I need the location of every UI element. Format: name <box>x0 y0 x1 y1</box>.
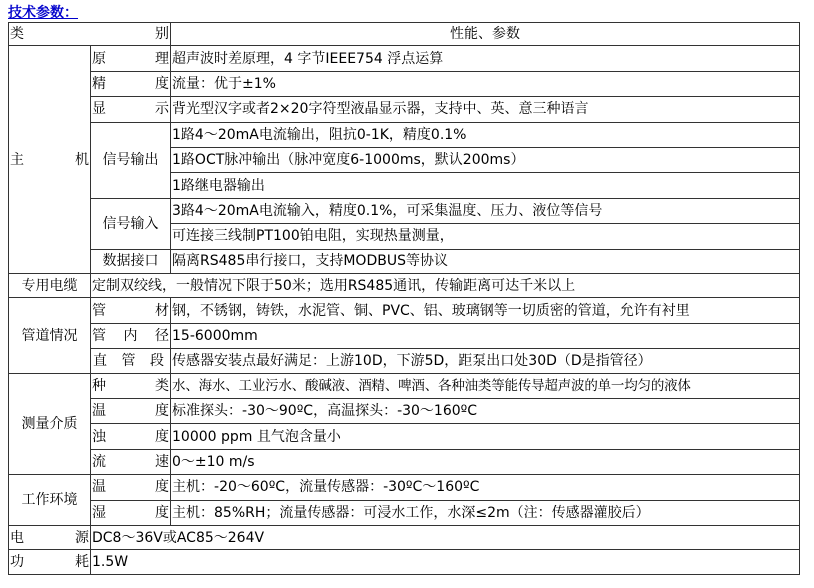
category-cable: 专用电缆 <box>9 274 91 298</box>
row-label-medium-type: 种 类 <box>91 373 171 398</box>
row-label-env-temperature: 温 度 <box>91 475 171 500</box>
row-label-signal-input: 信号输入 <box>91 198 171 249</box>
row-value-env-temperature: 主机：-20～60ºC，流量传感器：-30ºC～160ºC <box>171 475 800 500</box>
table-row <box>9 550 800 575</box>
category-environment: 工作环境 <box>9 475 91 526</box>
row-value-straight-section: 传感器安装点最好满足：上游10D，下游5D，距泵出口处30D（D是指管径） <box>171 349 800 373</box>
row-value-power-consumption: 1.5W <box>91 550 800 575</box>
row-label-principle: 原 理 <box>91 46 171 71</box>
row-value-turbidity: 10000 ppm 且气泡含量小 <box>171 424 800 449</box>
row-label-display: 显 示 <box>91 97 171 122</box>
row-value-signal-output-3: 1路继电器输出 <box>171 173 800 198</box>
table-row <box>9 526 800 550</box>
table-row <box>9 46 800 71</box>
category-power-supply: 电 源 <box>9 526 91 550</box>
row-value-power-supply: DC8～36V或AC85～264V <box>91 526 800 550</box>
row-value-display: 背光型汉字或者2×20字符型液晶显示器，支持中、英、意三种语言 <box>171 97 800 122</box>
row-label-inner-diameter: 管 内 径 <box>91 323 171 348</box>
row-label-pipe-material: 管 材 <box>91 298 171 323</box>
row-value-pipe-material: 钢，不锈钢，铸铁，水泥管、铜、PVC、铝、玻璃钢等一切质密的管道，允许有衬里 <box>171 298 800 323</box>
row-value-medium-type: 水、海水、工业污水、酸碱液、酒精、啤酒、各种油类等能传导超声波的单一均匀的液体 <box>171 373 800 398</box>
table-row <box>9 122 800 147</box>
row-value-principle: 超声波时差原理，4 字节IEEE754 浮点运算 <box>171 46 800 71</box>
row-value-data-interface: 隔离RS485串行接口，支持MODBUS等协议 <box>171 249 800 273</box>
row-value-signal-output-2: 1路OCT脉冲输出（脉冲宽度6-1000ms，默认200ms） <box>171 148 800 173</box>
table-row <box>9 298 800 323</box>
row-value-velocity: 0～±10 m/s <box>171 449 800 474</box>
category-power-consumption: 功 耗 <box>9 550 91 575</box>
row-label-velocity: 流 速 <box>91 449 171 474</box>
table-row <box>9 323 800 348</box>
category-pipe: 管道情况 <box>9 298 91 373</box>
row-value-signal-input-2: 可连接三线制PT100铂电阻，实现热量测量， <box>171 224 800 249</box>
category-host: 主 机 <box>9 46 91 274</box>
row-value-accuracy: 流量：优于±1% <box>171 71 800 96</box>
table-row <box>9 449 800 474</box>
row-label-humidity: 湿 度 <box>91 500 171 525</box>
table-row <box>9 198 800 223</box>
table-row <box>9 475 800 500</box>
row-label-medium-temperature: 温 度 <box>91 399 171 424</box>
table-row <box>9 424 800 449</box>
table-row <box>9 249 800 273</box>
row-label-data-interface: 数据接口 <box>91 249 171 273</box>
page-title: 技术参数： <box>8 5 78 21</box>
table-row <box>9 500 800 525</box>
row-label-accuracy: 精 度 <box>91 71 171 96</box>
header-category: 类 别 <box>9 23 171 46</box>
row-value-cable: 定制双绞线，一般情况下限于50米；选用RS485通讯，传输距离可达千米以上 <box>91 274 800 298</box>
row-value-medium-temperature: 标准探头：-30～90ºC，高温探头：-30～160ºC <box>171 399 800 424</box>
row-label-signal-output: 信号输出 <box>91 122 171 198</box>
spec-table <box>8 22 800 575</box>
table-row <box>9 373 800 398</box>
table-row <box>9 349 800 373</box>
category-medium: 测量介质 <box>9 373 91 475</box>
row-label-turbidity: 浊 度 <box>91 424 171 449</box>
row-label-straight-section: 直 管 段 <box>91 349 171 373</box>
table-row <box>9 399 800 424</box>
header-row <box>9 23 800 46</box>
table-row <box>9 71 800 96</box>
header-performance: 性能、参数 <box>171 23 800 46</box>
row-value-signal-output-1: 1路4～20mA电流输出，阻抗0-1K，精度0.1% <box>171 122 800 147</box>
row-value-inner-diameter: 15-6000mm <box>171 323 800 348</box>
table-row <box>9 274 800 298</box>
row-value-humidity: 主机：85%RH；流量传感器：可浸水工作，水深≤2m（注：传感器灌胶后） <box>171 500 800 525</box>
table-row <box>9 97 800 122</box>
row-value-signal-input-1: 3路4～20mA电流输入，精度0.1%，可采集温度、压力、液位等信号 <box>171 198 800 223</box>
